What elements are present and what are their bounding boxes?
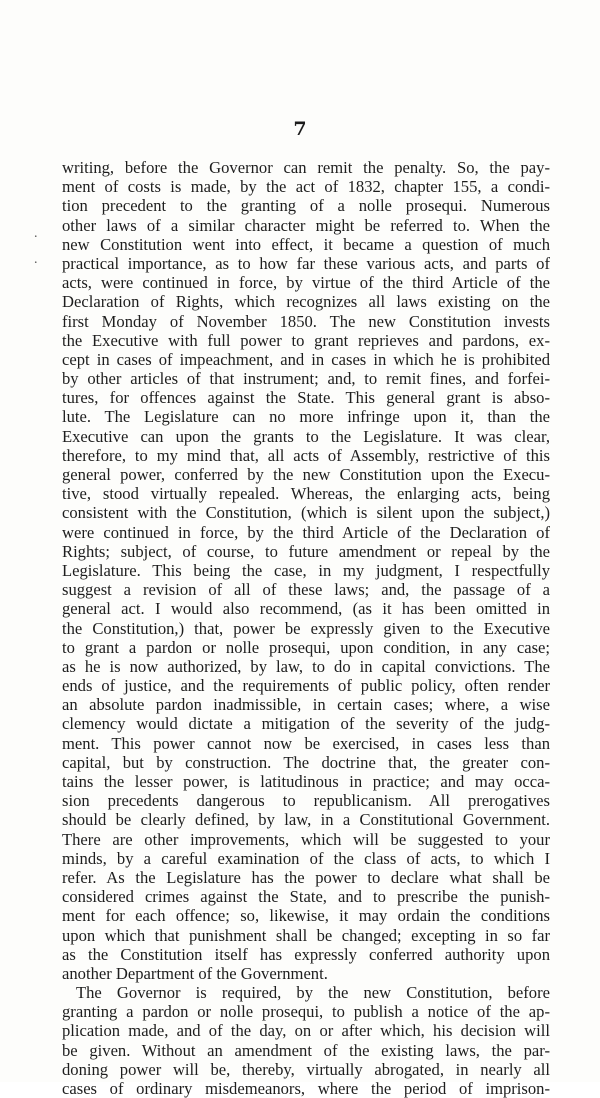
text-line: refer. As the Legislature has the power to declare what shall be: [62, 867, 550, 887]
text-line: tures, for offences against the State. This general grant is abso-: [62, 388, 550, 408]
text-line: tive, stood virtually repealed. Whereas, the enlarging acts, being: [62, 484, 550, 504]
text-line: Executive can upon the grants to the Legislature. It was clear,: [62, 426, 550, 446]
text-line: the Constitution,) that, power be expressly given to the Executive: [62, 618, 550, 638]
text-line: another Department of the Government.: [62, 963, 328, 983]
text-line: ment. This power cannot now be exercised, in cases less than: [62, 733, 550, 753]
text-line: minds, by a careful examination of the class of acts, to which I: [62, 848, 550, 868]
text-line: Rights; subject, of course, to future amendment or repeal by the: [62, 541, 550, 561]
text-line: other laws of a similar character might be referred to. When the: [62, 215, 550, 235]
text-line: cases of ordinary misdemeanors, where the period of imprison-: [62, 1079, 550, 1098]
text-line: were continued in force, by the third Article of the Declaration of: [62, 522, 550, 542]
text-line: considered crimes against the State, and to prescribe the punish-: [62, 887, 550, 907]
text-line: ment of costs is made, by the act of 1832, chapter 155, a condi-: [62, 177, 550, 197]
text-line: general power, conferred by the new Constitution upon the Execu-: [62, 465, 550, 484]
text-line: should be clearly defined, by law, in a Constitutional Government.: [62, 810, 550, 830]
text-line: consistent with the Constitution, (which is silent upon the subject,): [62, 503, 550, 523]
text-line: sion precedents dangerous to republicanism. All prerogatives: [62, 791, 550, 811]
text-line: to grant a pardon or nolle prosequi, upon condition, in any case;: [62, 637, 550, 657]
text-line: acts, were continued in force, by virtue of the third Article of the: [62, 273, 550, 293]
text-line: granting a pardon or nolle prosequi, to publish a notice of the ap-: [62, 1002, 550, 1022]
text-line: tion precedent to the granting of a nolle prosequi. Numerous: [62, 196, 550, 216]
text-line: Declaration of Rights, which recognizes all laws existing on the: [62, 292, 550, 312]
text-line: capital, but by construction. The doctrine that, the greater con-: [62, 752, 550, 772]
text-line: cept in cases of impeachment, and in cases in which he is prohibited: [62, 349, 550, 369]
text-line: as the Constitution itself has expressly conferred authority upon: [62, 944, 550, 964]
text-line: tains the lesser power, is latitudinous in practice; and may occa-: [62, 772, 550, 791]
text-line: an absolute pardon inadmissible, in certain cases; where, a wise: [62, 695, 550, 715]
page-number: 7: [293, 118, 307, 140]
margin-mark: .: [34, 252, 38, 267]
body-text: [62, 158, 550, 1098]
text-line: as he is now authorized, by law, to do in capital convictions. The: [62, 656, 550, 676]
text-line: ment for each offence; so, likewise, it may ordain the conditions: [62, 906, 550, 926]
text-line: first Monday of November 1850. The new Constitution invests: [62, 311, 550, 331]
text-line: new Constitution went into effect, it became a question of much: [62, 234, 550, 254]
text-line: the Executive with full power to grant reprieves and pardons, ex-: [62, 330, 550, 350]
margin-mark: .: [34, 226, 38, 241]
text-line: Legislature. This being the case, in my judgment, I respectfully: [62, 560, 550, 580]
text-line: The Governor is required, by the new Constitution, before: [76, 983, 550, 1003]
text-line: upon which that punishment shall be changed; excepting in so far: [62, 925, 550, 945]
text-line: lute. The Legislature can no more infringe upon it, than the: [62, 407, 550, 427]
text-line: be given. Without an amendment of the existing laws, the par-: [62, 1040, 550, 1060]
paragraph: [62, 158, 550, 983]
text-line: doning power will be, thereby, virtually abrogated, in nearly all: [62, 1059, 550, 1079]
text-line: practical importance, as to how far these various acts, and parts of: [62, 253, 550, 273]
text-line: suggest a revision of all of these laws; and, the passage of a: [62, 580, 550, 600]
text-line: There are other improvements, which will be suggested to your: [62, 829, 550, 849]
text-line: clemency would dictate a mitigation of the severity of the judg-: [62, 714, 550, 734]
text-line: general act. I would also recommend, (as it has been omitted in: [62, 599, 550, 619]
text-line: therefore, to my mind that, all acts of Assembly, restrictive of this: [62, 445, 550, 465]
text-line: writing, before the Governor can remit the penalty. So, the pay-: [62, 158, 550, 177]
text-line: by other articles of that instrument; and, to remit fines, and forfei-: [62, 369, 550, 389]
text-line: ends of justice, and the requirements of public policy, often render: [62, 676, 550, 696]
paragraph: [62, 983, 550, 1098]
text-line: plication made, and of the day, on or after which, his decision will: [62, 1021, 550, 1041]
